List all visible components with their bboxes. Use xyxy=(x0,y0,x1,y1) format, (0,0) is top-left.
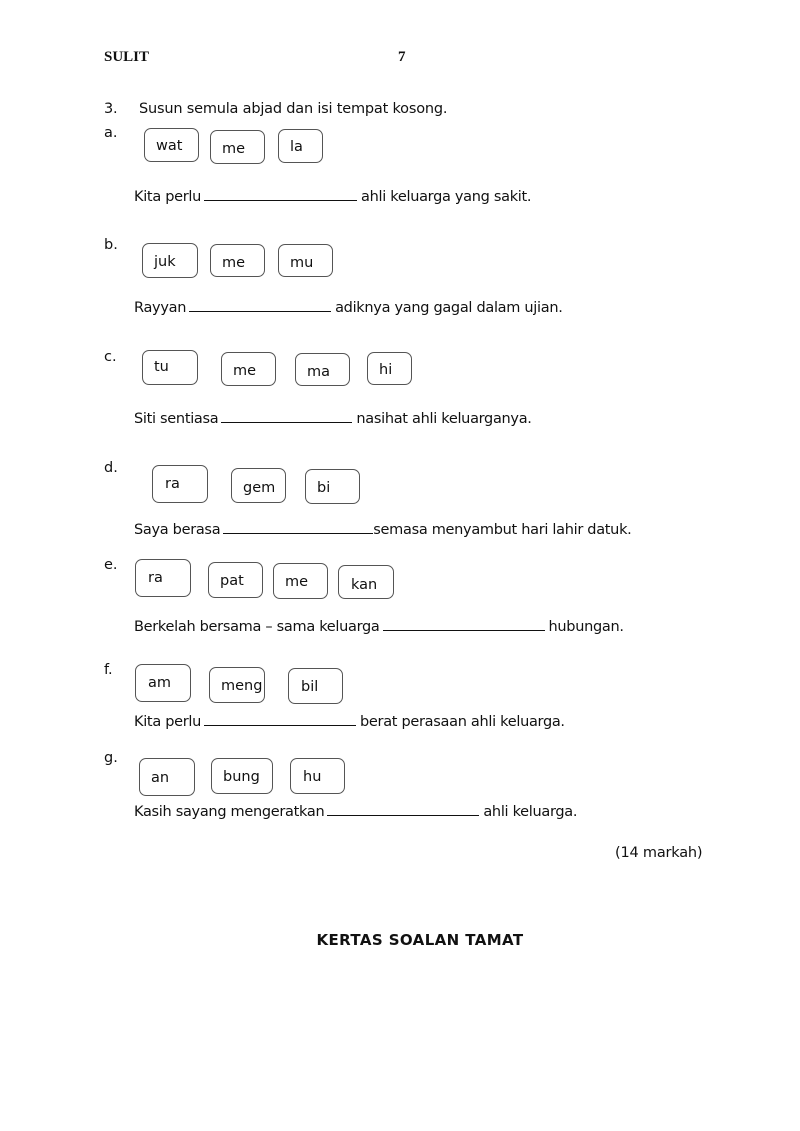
syllable-text: bung xyxy=(223,769,260,785)
sentence xyxy=(134,408,532,427)
syllable-box xyxy=(221,352,276,386)
sentence xyxy=(134,519,631,538)
syllable-box xyxy=(135,559,191,597)
syllable-text: kan xyxy=(351,577,378,593)
syllable-box xyxy=(144,128,199,162)
sentence xyxy=(134,186,531,205)
syllable-text: ra xyxy=(148,570,163,586)
syllable-box xyxy=(367,352,412,385)
syllable-text: bi xyxy=(317,480,331,496)
syllable-text: juk xyxy=(154,254,176,270)
answer-blank[interactable] xyxy=(221,408,352,423)
sentence-after: hubungan. xyxy=(548,619,624,635)
sentence-after: adiknya yang gagal dalam ujian. xyxy=(335,300,563,316)
syllable-box xyxy=(142,243,198,278)
answer-blank[interactable] xyxy=(204,711,356,726)
syllable-text: ma xyxy=(307,364,331,380)
syllable-box xyxy=(209,667,265,703)
answer-blank[interactable] xyxy=(383,616,545,631)
syllable-text: me xyxy=(233,363,257,379)
syllable-text: an xyxy=(151,770,170,786)
syllable-box xyxy=(288,668,343,704)
syllable-box xyxy=(278,244,333,277)
syllable-box xyxy=(290,758,345,794)
sentence-before: Kita perlu xyxy=(134,714,202,730)
syllable-box xyxy=(210,130,265,164)
item-label: d. xyxy=(104,460,118,476)
confidential-label: SULIT xyxy=(104,49,150,65)
item-label: f. xyxy=(104,662,113,678)
syllable-box xyxy=(305,469,360,504)
sentence xyxy=(134,801,577,820)
syllable-box xyxy=(211,758,273,794)
sentence xyxy=(134,616,624,635)
syllable-box xyxy=(338,565,394,599)
syllable-box xyxy=(295,353,350,386)
syllable-box xyxy=(231,468,286,503)
item-label: g. xyxy=(104,750,118,766)
sentence-before: Rayyan xyxy=(134,300,187,316)
syllable-box xyxy=(273,563,328,599)
syllable-text: gem xyxy=(243,480,276,496)
sentence xyxy=(134,297,563,316)
syllable-box xyxy=(152,465,208,503)
syllable-text: hi xyxy=(379,362,393,378)
sentence-before: Saya berasa xyxy=(134,522,221,538)
end-of-paper-title: KERTAS SOALAN TAMAT xyxy=(316,931,524,949)
answer-blank[interactable] xyxy=(204,186,357,201)
item-label: e. xyxy=(104,557,118,573)
sentence-after: semasa menyambut hari lahir datuk. xyxy=(373,522,632,538)
sentence xyxy=(134,711,565,730)
sentence-before: Kita perlu xyxy=(134,189,202,205)
question-number: 3. xyxy=(104,101,118,117)
syllable-text: me xyxy=(285,574,309,590)
answer-blank[interactable] xyxy=(223,519,373,534)
sentence-after: nasihat ahli keluarganya. xyxy=(356,411,532,427)
syllable-box xyxy=(210,244,265,277)
page-number: 7 xyxy=(398,49,406,65)
syllable-box xyxy=(208,562,263,598)
sentence-before: Berkelah bersama – sama keluarga xyxy=(134,619,380,635)
syllable-text: me xyxy=(222,255,246,271)
syllable-text: mu xyxy=(290,255,314,271)
answer-blank[interactable] xyxy=(327,801,479,816)
syllable-text: tu xyxy=(154,359,169,375)
syllable-text: me xyxy=(222,141,246,157)
item-label: a. xyxy=(104,125,118,141)
question-instruction: Susun semula abjad dan isi tempat kosong. xyxy=(139,101,448,117)
syllable-box xyxy=(139,758,195,796)
sentence-before: Kasih sayang mengeratkan xyxy=(134,804,325,820)
item-label: b. xyxy=(104,237,118,253)
marks-total: (14 markah) xyxy=(615,845,703,861)
sentence-after: ahli keluarga yang sakit. xyxy=(361,189,532,205)
syllable-box xyxy=(135,664,191,702)
sentence-after: ahli keluarga. xyxy=(483,804,578,820)
syllable-text: meng xyxy=(221,678,263,694)
syllable-box xyxy=(142,350,198,385)
syllable-text: wat xyxy=(156,138,183,154)
sentence-before: Siti sentiasa xyxy=(134,411,219,427)
syllable-box xyxy=(278,129,323,163)
syllable-text: bil xyxy=(301,679,319,695)
answer-blank[interactable] xyxy=(189,297,331,312)
syllable-text: pat xyxy=(220,573,244,589)
item-label: c. xyxy=(104,349,117,365)
syllable-text: ra xyxy=(165,476,180,492)
sentence-after: berat perasaan ahli keluarga. xyxy=(360,714,565,730)
syllable-text: hu xyxy=(303,769,322,785)
syllable-text: am xyxy=(148,675,172,691)
syllable-text: la xyxy=(290,139,303,155)
